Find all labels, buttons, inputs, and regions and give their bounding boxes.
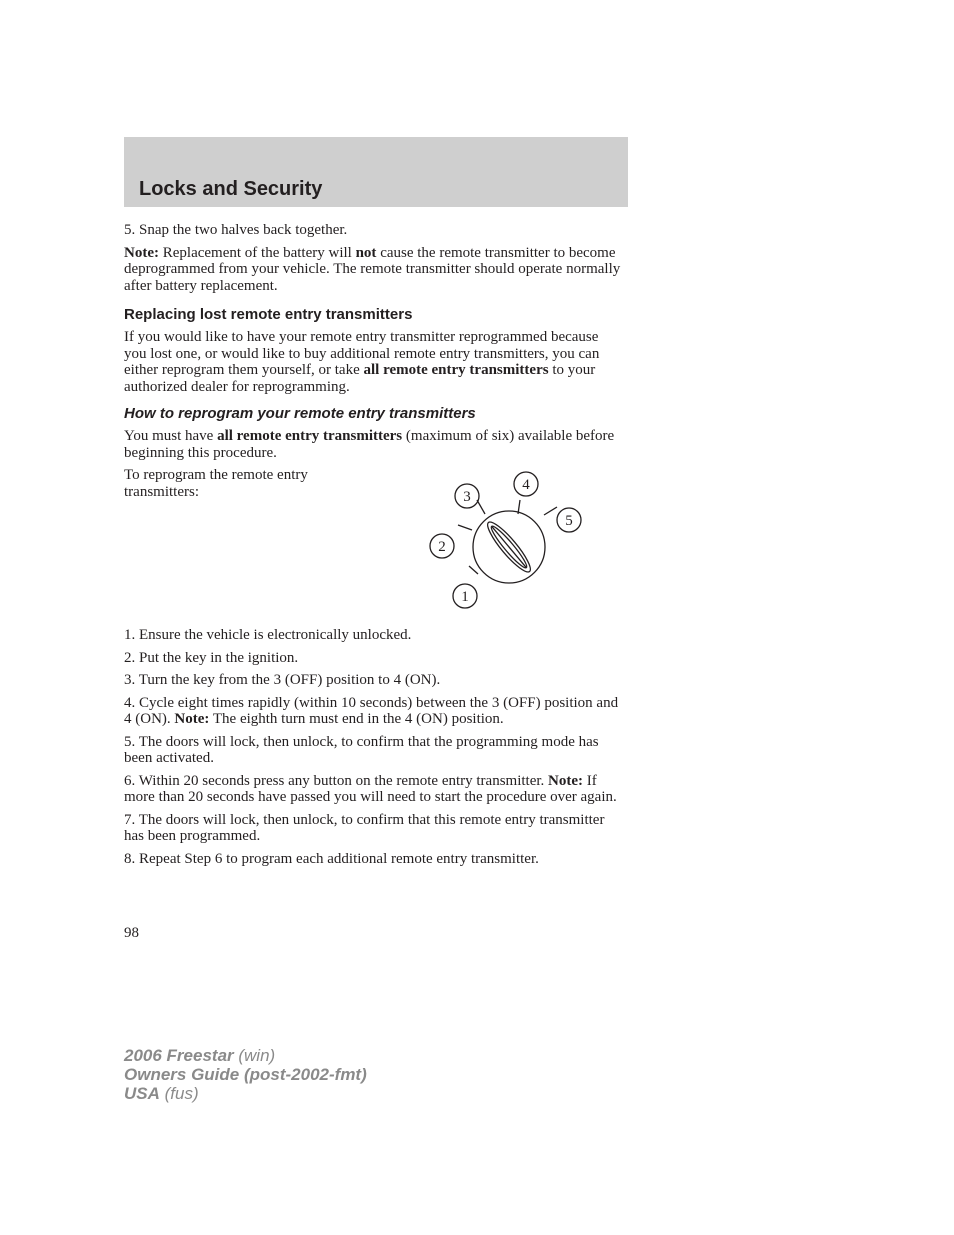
footer-line-3: USA (fus) (124, 1084, 199, 1103)
step-1: 1. Ensure the vehicle is electronically unlocked. (124, 627, 412, 643)
page-number: 98 (124, 925, 139, 941)
step-7: 7. The doors will lock, then unlock, to confirm that this remote entry transmitter has been programmed. (124, 811, 605, 844)
leader-line-5 (544, 507, 557, 515)
footer-line-1: 2006 Freestar (win) (124, 1046, 276, 1065)
position-label-5: 5 (565, 513, 573, 529)
step-2: 2. Put the key in the ignition. (124, 649, 299, 666)
page-content (124, 222, 622, 873)
leader-line-1 (469, 566, 478, 574)
reprogram-heading: How to reprogram your remote entry transmitters (124, 405, 476, 422)
section-header-band (124, 137, 628, 207)
step-8: 8. Repeat Step 6 to program each additional remote entry transmitter. (124, 850, 539, 867)
must-have-paragraph: You must have all remote entry transmitters (maximum of six) available before beginning this procedure. (124, 428, 615, 461)
document-footer (124, 1046, 367, 1103)
reprogram-intro: To reprogram the remote entry transmitters: (124, 467, 308, 500)
battery-note: Note: Replacement of the battery will not cause the remote transmitter to become deprogrammed from your vehicle. The remote transmitter should operate normally after battery replacement. (124, 244, 621, 294)
ignition-diagram (424, 462, 594, 612)
section-title: Locks and Security (139, 178, 323, 200)
note-label: Note: (124, 244, 159, 261)
intro-row (124, 467, 622, 627)
step-6: 6. Within 20 seconds press any button on the remote entry transmitter. Note: If more than 20 seconds have passed you will need to start the procedure over again. (124, 772, 617, 805)
reprogram-steps (124, 627, 622, 867)
key-slot-icon (483, 518, 536, 577)
step-3: 3. Turn the key from the 3 (OFF) position to 4 (ON). (124, 672, 441, 688)
step-4: 4. Cycle eight times rapidly (within 10 seconds) between the 3 (OFF) position and 4 (ON). Note: The eighth turn must end in the 4 (ON) position. (124, 694, 619, 727)
step-5: 5. The doors will lock, then unlock, to confirm that the programming mode has been activated. (124, 733, 599, 766)
position-label-2: 2 (438, 539, 446, 555)
footer-line-2: Owners Guide (post-2002-fmt) (124, 1065, 367, 1084)
leader-line-3 (477, 500, 485, 514)
battery-step-5: 5. Snap the two halves back together. (124, 222, 348, 238)
position-label-3: 3 (463, 489, 471, 505)
position-label-4: 4 (522, 477, 530, 493)
position-label-1: 1 (461, 589, 469, 605)
replacing-paragraph: If you would like to have your remote entry transmitter reprogrammed because you lost one, or would like to buy additional remote entry transmitters, you can either reprogram them yourself, or take all remote entry transmitters to your authorized dealer for reprogramming. (124, 329, 600, 395)
replacing-heading: Replacing lost remote entry transmitters (124, 306, 413, 323)
leader-line-2 (458, 525, 472, 530)
